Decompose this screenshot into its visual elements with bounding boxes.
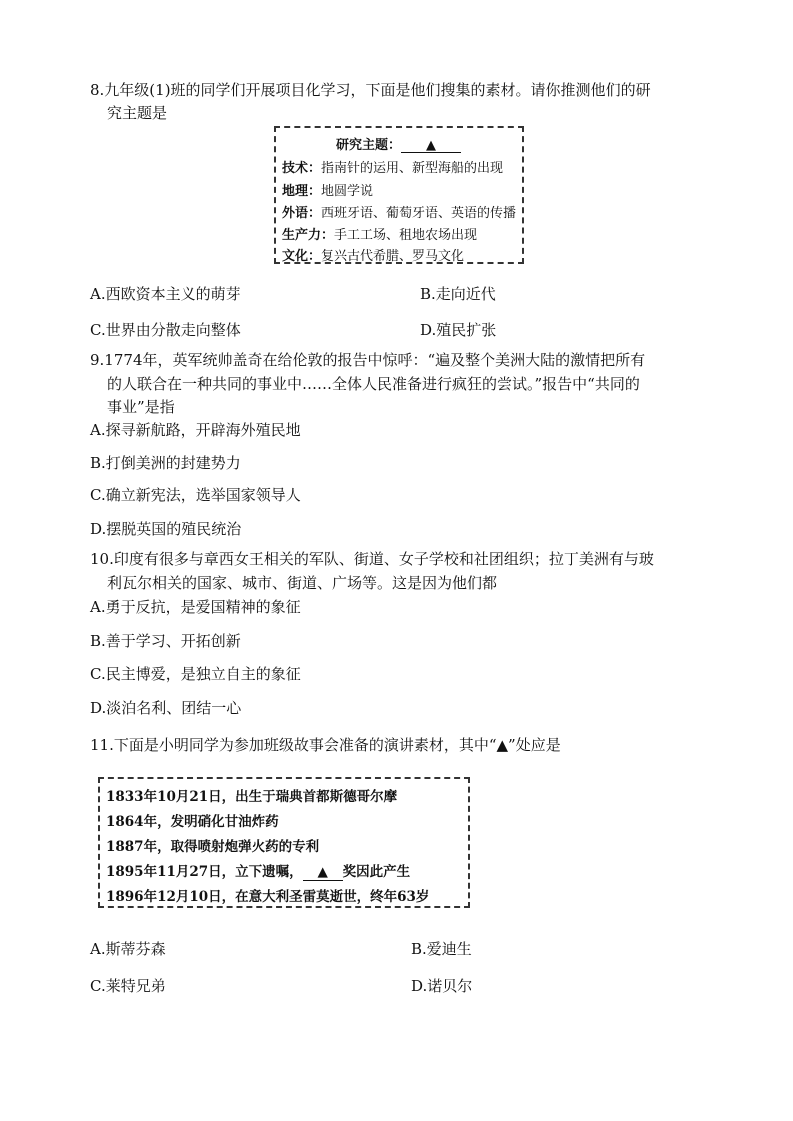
- q8-box-title-blank: ▲: [401, 139, 461, 153]
- q11-option-c[interactable]: C.莱特兄弟: [90, 977, 166, 995]
- q10-option-b[interactable]: B.善于学习、开拓创新: [90, 632, 241, 650]
- q8-material-box: [274, 126, 524, 264]
- q11-box-row4-prefix: 1895年11月27日，立下遗嘱，: [106, 864, 303, 880]
- q8-box-row: [282, 224, 477, 243]
- q11-material-box: [98, 777, 470, 908]
- q10-stem-line1: 10.印度有很多与章西女王相关的军队、街道、女子学校和社团组织；拉丁美洲有与玻: [90, 550, 654, 568]
- q8-box-row-text: 手工工场、租地农场出现: [334, 228, 478, 243]
- q8-box-row-label: 技术：: [282, 161, 322, 176]
- q8-box-title-label: 研究主题：: [336, 138, 402, 153]
- q11-option-d[interactable]: D.诺贝尔: [411, 977, 473, 995]
- q9-option-b[interactable]: B.打倒美洲的封建势力: [90, 454, 241, 472]
- q9-option-d[interactable]: D.摆脱英国的殖民统治: [90, 520, 242, 538]
- q11-box-row: 1887年，取得喷射炮弹火药的专利: [106, 839, 320, 855]
- q8-box-row-label: 外语：: [282, 206, 322, 221]
- q11-box-row: 1833年10月21日，出生于瑞典首都斯德哥尔摩: [106, 789, 398, 805]
- q8-box-row: [282, 202, 516, 221]
- q11-box-row: 1896年12月10日，在意大利圣雷莫逝世，终年63岁: [106, 889, 430, 905]
- q11-box-row4-blank: ▲: [303, 866, 343, 881]
- q9-stem-line1: 9.1774年，英军统帅盖奇在给伦敦的报告中惊呼：“遍及整个美洲大陆的激情把所有: [90, 351, 646, 369]
- q8-box-row-label: 文化：: [282, 249, 322, 264]
- q8-stem-line1: 8.九年级(1)班的同学们开展项目化学习，下面是他们搜集的素材。请你推测他们的研: [90, 81, 651, 99]
- q8-box-row-text: 指南针的运用、新型海船的出现: [321, 161, 504, 176]
- q8-box-row: [282, 157, 503, 176]
- q9-stem-line3: 事业”是指: [107, 398, 175, 416]
- q11-box-row: 1864年，发明硝化甘油炸药: [106, 814, 279, 830]
- q8-box-row-text: 复兴古代希腊、罗马文化: [321, 249, 465, 264]
- q11-option-a[interactable]: A.斯蒂芬森: [90, 940, 166, 958]
- q8-box-title: [336, 134, 461, 153]
- q8-box-row-label: 地理：: [282, 184, 322, 199]
- q8-option-b[interactable]: B.走向近代: [420, 285, 496, 303]
- q8-box-row-text: 西班牙语、葡萄牙语、英语的传播: [321, 206, 517, 221]
- q10-stem-line2: 利瓦尔相关的国家、城市、街道、广场等。这是因为他们都: [107, 574, 498, 592]
- q8-option-c[interactable]: C.世界由分散走向整体: [90, 321, 241, 339]
- q11-box-row4-suffix: 奖因此产生: [342, 864, 411, 880]
- q8-option-d[interactable]: D.殖民扩张: [420, 321, 497, 339]
- q10-option-d[interactable]: D.淡泊名利、团结一心: [90, 699, 242, 717]
- q8-box-row-label: 生产力：: [282, 228, 335, 243]
- q8-box-row: [282, 180, 373, 199]
- q10-option-c[interactable]: C.民主博爱，是独立自主的象征: [90, 665, 301, 683]
- q9-option-c[interactable]: C.确立新宪法，选举国家领导人: [90, 486, 301, 504]
- q8-option-a[interactable]: A.西欧资本主义的萌芽: [90, 285, 241, 303]
- q8-box-row-text: 地圆学说: [321, 184, 374, 199]
- q10-option-a[interactable]: A.勇于反抗，是爱国精神的象征: [90, 598, 301, 616]
- q11-stem: 11.下面是小明同学为参加班级故事会准备的演讲素材，其中“▲”处应是: [90, 736, 561, 754]
- q11-option-b[interactable]: B.爱迪生: [411, 940, 472, 958]
- q9-stem-line2: 的人联合在一种共同的事业中……全体人民准备进行疯狂的尝试。”报告中“共同的: [107, 375, 640, 393]
- q11-box-row: [106, 860, 410, 881]
- q8-box-row: [282, 245, 464, 264]
- q8-stem-line2: 究主题是: [107, 104, 168, 122]
- q9-option-a[interactable]: A.探寻新航路，开辟海外殖民地: [90, 421, 301, 439]
